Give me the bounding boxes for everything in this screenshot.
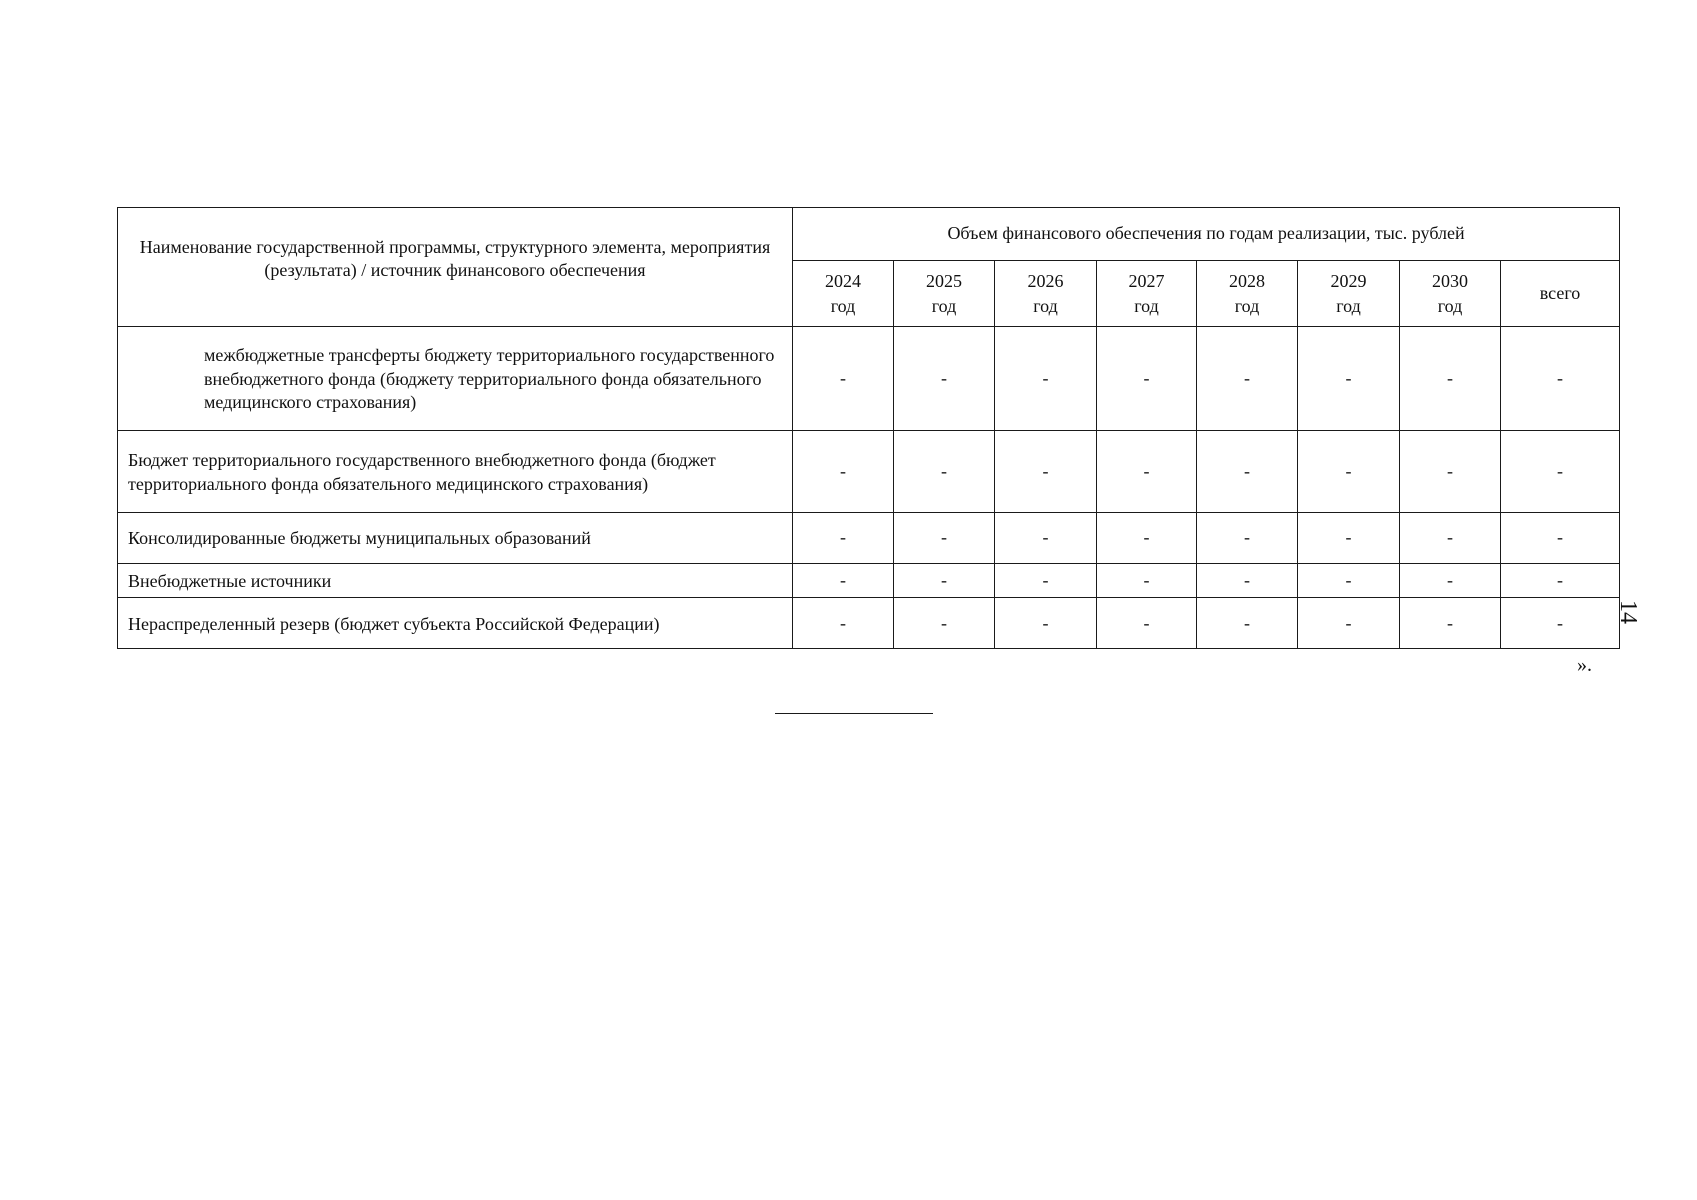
table-row bbox=[118, 513, 1620, 564]
value-cell: - bbox=[1097, 431, 1197, 513]
row-name: Консолидированные бюджеты муниципальных образований bbox=[118, 513, 793, 564]
year-label: 2026 bbox=[1027, 271, 1064, 292]
header-total: всего bbox=[1501, 261, 1620, 327]
year-label: 2024 bbox=[825, 271, 861, 292]
value-cell: - bbox=[793, 513, 894, 564]
year-unit: год bbox=[1134, 295, 1159, 316]
total-cell: - bbox=[1501, 598, 1620, 649]
total-cell: - bbox=[1501, 327, 1620, 431]
value-cell: - bbox=[1197, 431, 1298, 513]
value-cell: - bbox=[1400, 564, 1501, 598]
value-cell: - bbox=[1400, 598, 1501, 649]
header-year-2026 bbox=[995, 261, 1097, 327]
value-cell: - bbox=[1298, 327, 1400, 431]
row-name: Нераспределенный резерв (бюджет субъекта Российской Федерации) bbox=[118, 598, 793, 649]
year-label: 2028 bbox=[1229, 271, 1265, 292]
header-year-2025 bbox=[894, 261, 995, 327]
value-cell: - bbox=[894, 564, 995, 598]
value-cell: - bbox=[995, 431, 1097, 513]
year-unit: год bbox=[830, 295, 856, 316]
value-cell: - bbox=[1097, 564, 1197, 598]
value-cell: - bbox=[1298, 598, 1400, 649]
header-financing-volume: Объем финансового обеспечения по годам реализации, тыс. рублей bbox=[793, 208, 1620, 261]
header-year-2027 bbox=[1097, 261, 1197, 327]
total-cell: - bbox=[1501, 431, 1620, 513]
total-cell: - bbox=[1501, 564, 1620, 598]
value-cell: - bbox=[1197, 598, 1298, 649]
financing-table bbox=[117, 207, 1620, 649]
value-cell: - bbox=[894, 598, 995, 649]
value-cell: - bbox=[894, 431, 995, 513]
header-year-2028 bbox=[1197, 261, 1298, 327]
value-cell: - bbox=[995, 598, 1097, 649]
value-cell: - bbox=[793, 598, 894, 649]
value-cell: - bbox=[894, 327, 995, 431]
value-cell: - bbox=[793, 327, 894, 431]
value-cell: - bbox=[1197, 513, 1298, 564]
value-cell: - bbox=[1298, 431, 1400, 513]
closing-quote: ». bbox=[1577, 654, 1592, 676]
year-label: 2025 bbox=[926, 271, 962, 292]
year-label: 2029 bbox=[1330, 271, 1367, 292]
year-unit: год bbox=[1437, 295, 1463, 316]
value-cell: - bbox=[995, 327, 1097, 431]
value-cell: - bbox=[995, 513, 1097, 564]
value-cell: - bbox=[1097, 327, 1197, 431]
value-cell: - bbox=[1298, 564, 1400, 598]
value-cell: - bbox=[995, 564, 1097, 598]
row-name: межбюджетные трансферты бюджету территориального государственного внебюджетного фонда (бюджету территориального фонда обязательного медицинского страхования) bbox=[118, 327, 793, 431]
value-cell: - bbox=[1097, 513, 1197, 564]
year-unit: год bbox=[1033, 295, 1058, 316]
page-number: 14 bbox=[1615, 600, 1641, 624]
row-name: Бюджет территориального государственного внебюджетного фонда (бюджет территориального фонда обязательного медицинского страхования) bbox=[118, 431, 793, 513]
divider-line bbox=[775, 713, 933, 714]
year-unit: год bbox=[1234, 295, 1260, 316]
row-name: Внебюджетные источники bbox=[118, 564, 793, 598]
value-cell: - bbox=[1400, 513, 1501, 564]
value-cell: - bbox=[793, 564, 894, 598]
value-cell: - bbox=[1400, 431, 1501, 513]
value-cell: - bbox=[894, 513, 995, 564]
table-row bbox=[118, 598, 1620, 649]
header-name-column bbox=[118, 208, 793, 327]
year-unit: год bbox=[1336, 295, 1361, 316]
header-year-2030 bbox=[1400, 261, 1501, 327]
value-cell: - bbox=[793, 431, 894, 513]
header-row-top bbox=[118, 208, 1620, 261]
total-cell: - bbox=[1501, 513, 1620, 564]
value-cell: - bbox=[1097, 598, 1197, 649]
value-cell: - bbox=[1298, 513, 1400, 564]
year-label: 2030 bbox=[1432, 271, 1468, 292]
value-cell: - bbox=[1197, 564, 1298, 598]
header-name-text: Наименование государственной программы, структурного элемента, мероприятия (результата) / источник финансового обеспечения bbox=[139, 236, 771, 280]
year-unit: год bbox=[931, 295, 957, 316]
value-cell: - bbox=[1197, 327, 1298, 431]
table-row bbox=[118, 327, 1620, 431]
header-year-2024 bbox=[793, 261, 894, 327]
header-year-2029 bbox=[1298, 261, 1400, 327]
table-row bbox=[118, 564, 1620, 598]
value-cell: - bbox=[1400, 327, 1501, 431]
year-label: 2027 bbox=[1128, 271, 1165, 292]
table-row bbox=[118, 431, 1620, 513]
